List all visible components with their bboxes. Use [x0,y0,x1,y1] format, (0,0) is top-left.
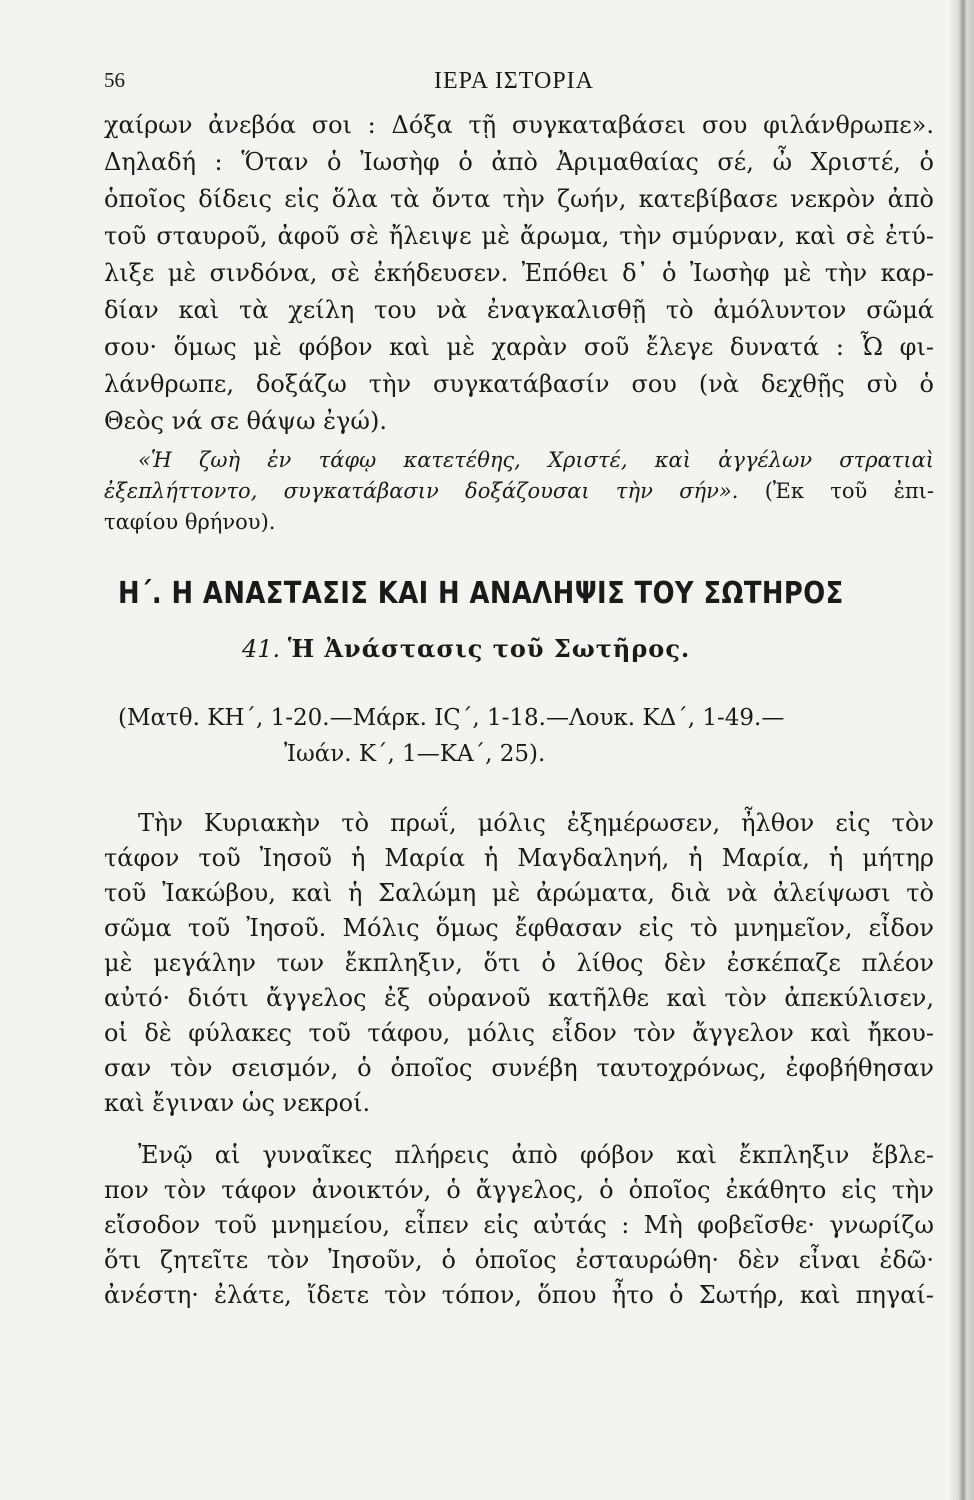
quote-source-text: (Ἐκ τοῦ ἐπι- [764,479,934,503]
quote-line [104,476,934,507]
text-line: Θεὸς νά σε θάψω ἐγώ). [104,407,387,435]
text-line: χαίρων ἀνεβόα σοι : Δόξα τῇ συγκαταβάσει σου φιλάνθρωπε». [104,111,934,139]
text-line: καὶ ἔγιναν ὡς νεκροί. [104,1089,371,1117]
section-number: 41. [242,635,281,663]
text-line: τοῦ σταυροῦ, ἀφοῦ σὲ ἤλειψε μὲ ἄρωμα, τὴν σμύρναν, καὶ σὲ ἐτύ- [104,222,934,250]
text-line: Δηλαδή : Ὅταν ὁ Ἰωσὴφ ὁ ἀπὸ Ἀριμαθαίας σέ, ὦ Χριστέ, ὁ [104,148,934,176]
running-title: ΙΕΡΑ ΙΣΤΟΡΙΑ [433,68,595,94]
text-line: λάνθρωπε, δοξάζω τὴν συγκατάβασίν σου (νὰ δεχθῇς σὺ ὁ [104,370,934,398]
text-line: σου· ὅμως μὲ φόβον καὶ μὲ χαρὰν σοῦ ἔλεγε δυνατά : Ὦ φι- [104,333,934,361]
lead-paragraph [104,107,934,440]
text-line: Ἐνῷ αἱ γυναῖκες πλήρεις ἀπὸ φόβον καὶ ἔκπληξιν ἔβλε- [138,1141,934,1169]
text-line: λιξε μὲ σινδόνα, σὲ ἐκήδευσεν. Ἐπόθει δ᾽ ὁ Ἰωσὴφ μὲ τὴν καρ- [104,259,934,287]
text-line: δίαν καὶ τὰ χείλη του νὰ ἐναγκαλισθῇ τὸ ἀμόλυντον σῶμά [104,296,934,324]
text-line: ὅτι ζητεῖτε τὸν Ἰησοῦν, ὁ ὁποῖος ἐσταυρώθη· δὲν εἶναι ἐδῶ· [104,1246,934,1274]
text-line: τάφον τοῦ Ἰησοῦ ἡ Μαρία ἡ Μαγδαληνή, ἡ Μαρία, ἡ μήτηρ [104,844,934,872]
text-line: τοῦ Ἰακώβου, καὶ ἡ Σαλώμη μὲ ἀρώματα, διὰ νὰ ἀλείψωσι τὸ [104,879,934,907]
text-line: μὲ μεγάλην των ἔκπληξιν, ὅτι ὁ λίθος δὲν ἐσκέπαζε πλέον [104,949,934,977]
body-paragraph [104,1138,934,1313]
quote-line: ταφίου θρήνου). [104,510,276,534]
scripture-references [104,700,934,772]
page-number: 56 [104,68,125,92]
reference-line: (Ματθ. ΚΗ΄, 1-20.—Μάρκ. ΙϚ΄, 1-18.—Λουκ. ΚΔ΄, 1-49.— [118,705,785,731]
text-line: ὁποῖος δίδεις εἰς ὅλα τὰ ὄντα τὴν ζωήν, κατεβίβασε νεκρὸν ἀπὸ [104,185,934,213]
text-line: Τὴν Κυριακὴν τὸ πρωΐ, μόλις ἐξημέρωσεν, ἦλθον εἰς τὸν [138,809,934,837]
section-title: Ἡ Ἀνάστασις τοῦ Σωτῆρος. [287,634,691,663]
text-line: αὐτό· διότι ἄγγελος ἐξ οὐρανοῦ κατῆλθε καὶ τὸν ἀπεκύλισεν, [104,984,934,1012]
text-line: σαν τὸν σεισμόν, ὁ ὁποῖος συνέβη ταυτοχρόνως, ἐφοβήθησαν [104,1054,934,1082]
text-line: οἱ δὲ φύλακες τοῦ τάφου, μόλις εἶδον τὸν ἄγγελον καὶ ἤκου- [104,1019,934,1047]
quote-italic-text: ἐξεπλήττοντο, συγκατάβασιν δοξάζουσαι τὴν σήν». [104,479,739,503]
reference-line: Ἰωάν. Κ΄, 1—ΚΑ΄, 25). [284,741,546,767]
text-line: σῶμα τοῦ Ἰησοῦ. Μόλις ὅμως ἔφθασαν εἰς τὸ μνημεῖον, εἶδον [104,914,934,942]
text-line: εἴσοδον τοῦ μνημείου, εἶπεν εἰς αὐτάς : Μὴ φοβεῖσθε· γνωρίζω [104,1211,934,1239]
chapter-heading: Η΄. Η ΑΝΑΣΤΑΣΙΣ ΚΑΙ Η ΑΝΑΛΗΨΙΣ ΤΟΥ ΣΩΤΗΡΟΣ [118,576,844,611]
quote-line: «Ἡ ζωὴ ἐν τάφῳ κατετέθης, Χριστέ, καὶ ἀγγέλων στρατιαὶ [138,448,934,472]
section-heading [242,634,802,663]
hymn-quote [104,445,934,538]
body-paragraph [104,806,934,1121]
text-line: ἀνέστη· ἐλάτε, ἴδετε τὸν τόπον, ὅπου ἦτο ὁ Σωτήρ, καὶ πηγαί- [104,1281,934,1309]
text-line: πον τὸν τάφον ἀνοικτόν, ὁ ἄγγελος, ὁ ὁποῖος ἐκάθητο εἰς τὴν [104,1176,934,1204]
book-gutter [950,0,974,1500]
running-header [104,68,924,108]
